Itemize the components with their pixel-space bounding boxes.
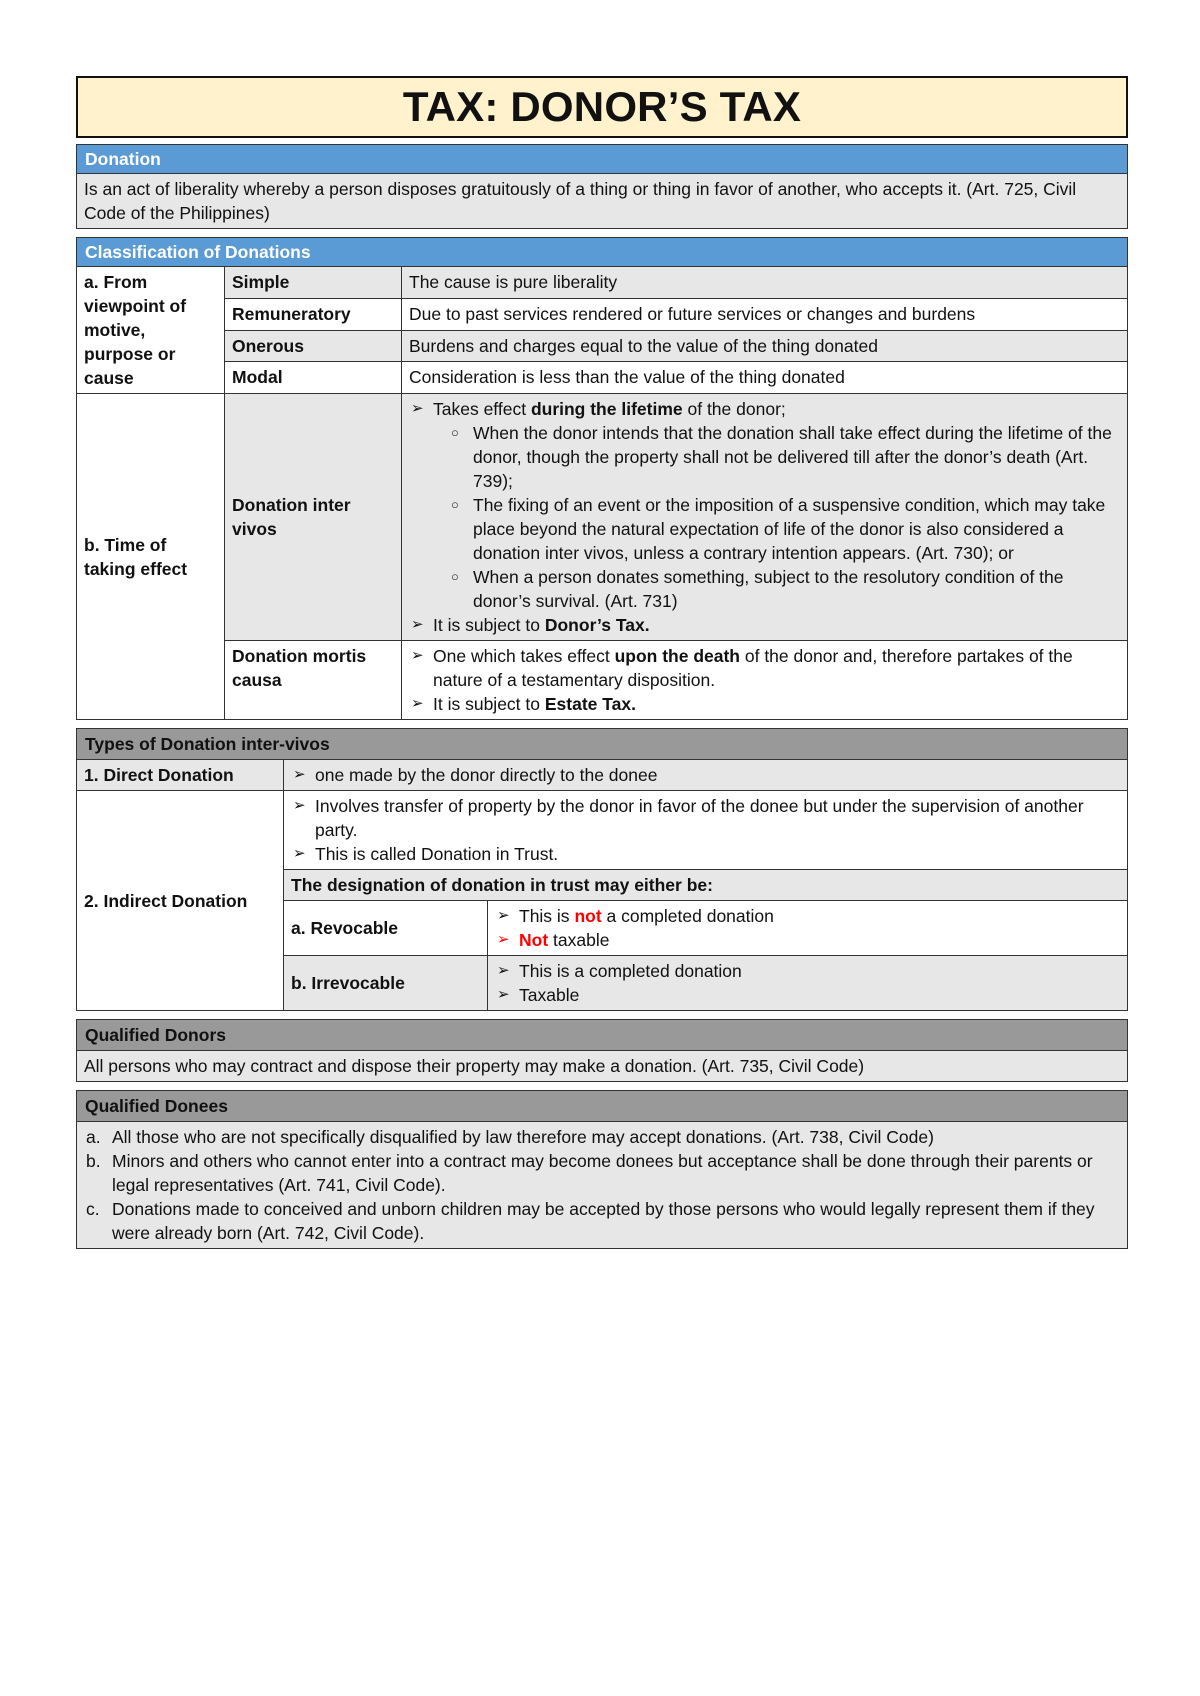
text: Donations made to conceived and unborn children may be accepted by those persons who would legally represent them if they were already born (Art. 742, Civil Code). — [112, 1199, 1095, 1243]
qualified-donors-text: All persons who may contract and dispose their property may make a donation. (Art. 735, Civil Code) — [77, 1051, 1128, 1082]
circle-bullet-icon: ○ — [451, 497, 459, 512]
irrevocable-label: b. Irrevocable — [284, 956, 488, 1011]
indirect-donation-label: 2. Indirect Donation — [77, 791, 284, 1011]
list-item — [84, 1149, 1120, 1197]
list-item — [409, 613, 1120, 637]
classification-section — [76, 237, 1128, 720]
text: When a person donates something, subject to the resolutory condition of the donor’s survival. (Art. 731) — [473, 567, 1064, 611]
donation-section — [76, 144, 1128, 229]
list-item — [495, 904, 1120, 928]
text: taxable — [548, 930, 610, 950]
list-item — [409, 692, 1120, 716]
text: one made by the donor directly to the donee — [315, 765, 658, 785]
page — [76, 76, 1128, 1249]
arrow-bullet-icon: ➢ — [411, 400, 424, 417]
classification-header: Classification of Donations — [77, 238, 1128, 267]
text: a completed donation — [601, 906, 774, 926]
text: The fixing of an event or the imposition of a suspensive condition, which may take place beyond the natural expectation of life of the donor is also considered a donation inter vivos, unless a contrary intention appears. (Art. 730); or — [473, 495, 1106, 563]
list-item — [495, 959, 1120, 983]
list-item — [449, 565, 1120, 613]
list-item — [291, 763, 1120, 787]
text: This is — [519, 906, 575, 926]
group-b-label: b. Time of taking effect — [77, 394, 225, 720]
donation-definition: Is an act of liberality whereby a person disposes gratuitously of a thing or thing in favor of another, who accepts it. (Art. 725, Civil Code of the Philippines) — [77, 174, 1128, 229]
list-letter: c. — [86, 1199, 100, 1219]
qualified-donees-list — [77, 1122, 1128, 1249]
arrow-bullet-icon: ➢ — [411, 616, 424, 633]
emphasis: upon the death — [614, 646, 740, 666]
types-section — [76, 728, 1128, 1011]
qualified-donees-section — [76, 1090, 1128, 1249]
type-mortis-causa: Donation mortis causa — [225, 641, 402, 720]
arrow-bullet-icon: ➢ — [411, 695, 424, 712]
trust-header: The designation of donation in trust may either be: — [284, 870, 1128, 901]
type-inter-vivos: Donation inter vivos — [225, 394, 402, 641]
desc-simple: The cause is pure liberality — [402, 267, 1128, 299]
emphasis: Donor’s Tax. — [544, 615, 650, 635]
revocable-label: a. Revocable — [284, 901, 488, 956]
direct-donation-desc — [284, 760, 1128, 791]
arrow-bullet-icon: ➢ — [497, 962, 510, 979]
type-simple: Simple — [225, 267, 402, 299]
text: It is subject to — [433, 615, 545, 635]
text: Taxable — [519, 985, 580, 1005]
text: One which takes effect — [433, 646, 615, 666]
list-item — [495, 928, 1120, 952]
list-letter: b. — [86, 1151, 101, 1171]
text: of the donor and, therefore partakes of the nature of a testamentary disposition. — [433, 646, 1073, 690]
list-item — [291, 842, 1120, 866]
list-item — [449, 421, 1120, 493]
list-letter: a. — [86, 1127, 101, 1147]
qualified-donors-header: Qualified Donors — [77, 1020, 1128, 1051]
types-header: Types of Donation inter-vivos — [77, 729, 1128, 760]
arrow-bullet-icon: ➢ — [293, 845, 306, 862]
text: Involves transfer of property by the donor in favor of the donee but under the supervision of another party. — [315, 796, 1084, 840]
text: Takes effect — [433, 399, 531, 419]
list-item — [291, 794, 1120, 842]
group-a-label: a. From viewpoint of motive, purpose or cause — [77, 267, 225, 394]
irrevocable-desc — [488, 956, 1128, 1011]
arrow-bullet-icon: ➢ — [293, 766, 306, 783]
list-item — [409, 397, 1120, 613]
arrow-bullet-icon: ➢ — [411, 647, 424, 664]
page-title: TAX: DONOR’S TAX — [76, 76, 1128, 138]
type-onerous: Onerous — [225, 330, 402, 362]
direct-donation-label: 1. Direct Donation — [77, 760, 284, 791]
circle-bullet-icon: ○ — [451, 569, 459, 584]
emphasis: not — [574, 906, 602, 926]
text: Minors and others who cannot enter into a contract may become donees but acceptance shall be done through their parents or legal representatives (Art. 741, Civil Code). — [112, 1151, 1093, 1195]
arrow-bullet-icon: ➢ — [293, 797, 306, 814]
list-item — [409, 644, 1120, 692]
circle-bullet-icon: ○ — [451, 425, 459, 440]
list-item — [84, 1197, 1120, 1245]
type-modal: Modal — [225, 362, 402, 394]
arrow-bullet-icon: ➢ — [497, 907, 510, 924]
desc-onerous: Burdens and charges equal to the value of the thing donated — [402, 330, 1128, 362]
type-remuneratory: Remuneratory — [225, 298, 402, 330]
text: of the donor; — [682, 399, 786, 419]
arrow-bullet-icon: ➢ — [497, 931, 510, 948]
list-item — [449, 493, 1120, 565]
donation-header: Donation — [77, 145, 1128, 174]
desc-mortis-causa — [402, 641, 1128, 720]
text: This is a completed donation — [519, 961, 742, 981]
qualified-donors-section — [76, 1019, 1128, 1082]
emphasis: Not — [519, 930, 549, 950]
desc-modal: Consideration is less than the value of the thing donated — [402, 362, 1128, 394]
emphasis: Estate Tax. — [544, 694, 636, 714]
qualified-donees-header: Qualified Donees — [77, 1091, 1128, 1122]
text: It is subject to — [433, 694, 545, 714]
arrow-bullet-icon: ➢ — [497, 986, 510, 1003]
desc-inter-vivos — [402, 394, 1128, 641]
indirect-donation-desc — [284, 791, 1128, 870]
text: This is called Donation in Trust. — [315, 844, 559, 864]
revocable-desc — [488, 901, 1128, 956]
emphasis: during the lifetime — [530, 399, 683, 419]
list-item — [495, 983, 1120, 1007]
text: When the donor intends that the donation shall take effect during the lifetime of the donor, though the property shall not be delivered till after the donor’s death (Art. 739); — [473, 423, 1112, 491]
text: All those who are not specifically disqualified by law therefore may accept donations. (Art. 738, Civil Code) — [112, 1127, 934, 1147]
list-item — [84, 1125, 1120, 1149]
desc-remuneratory: Due to past services rendered or future services or changes and burdens — [402, 298, 1128, 330]
